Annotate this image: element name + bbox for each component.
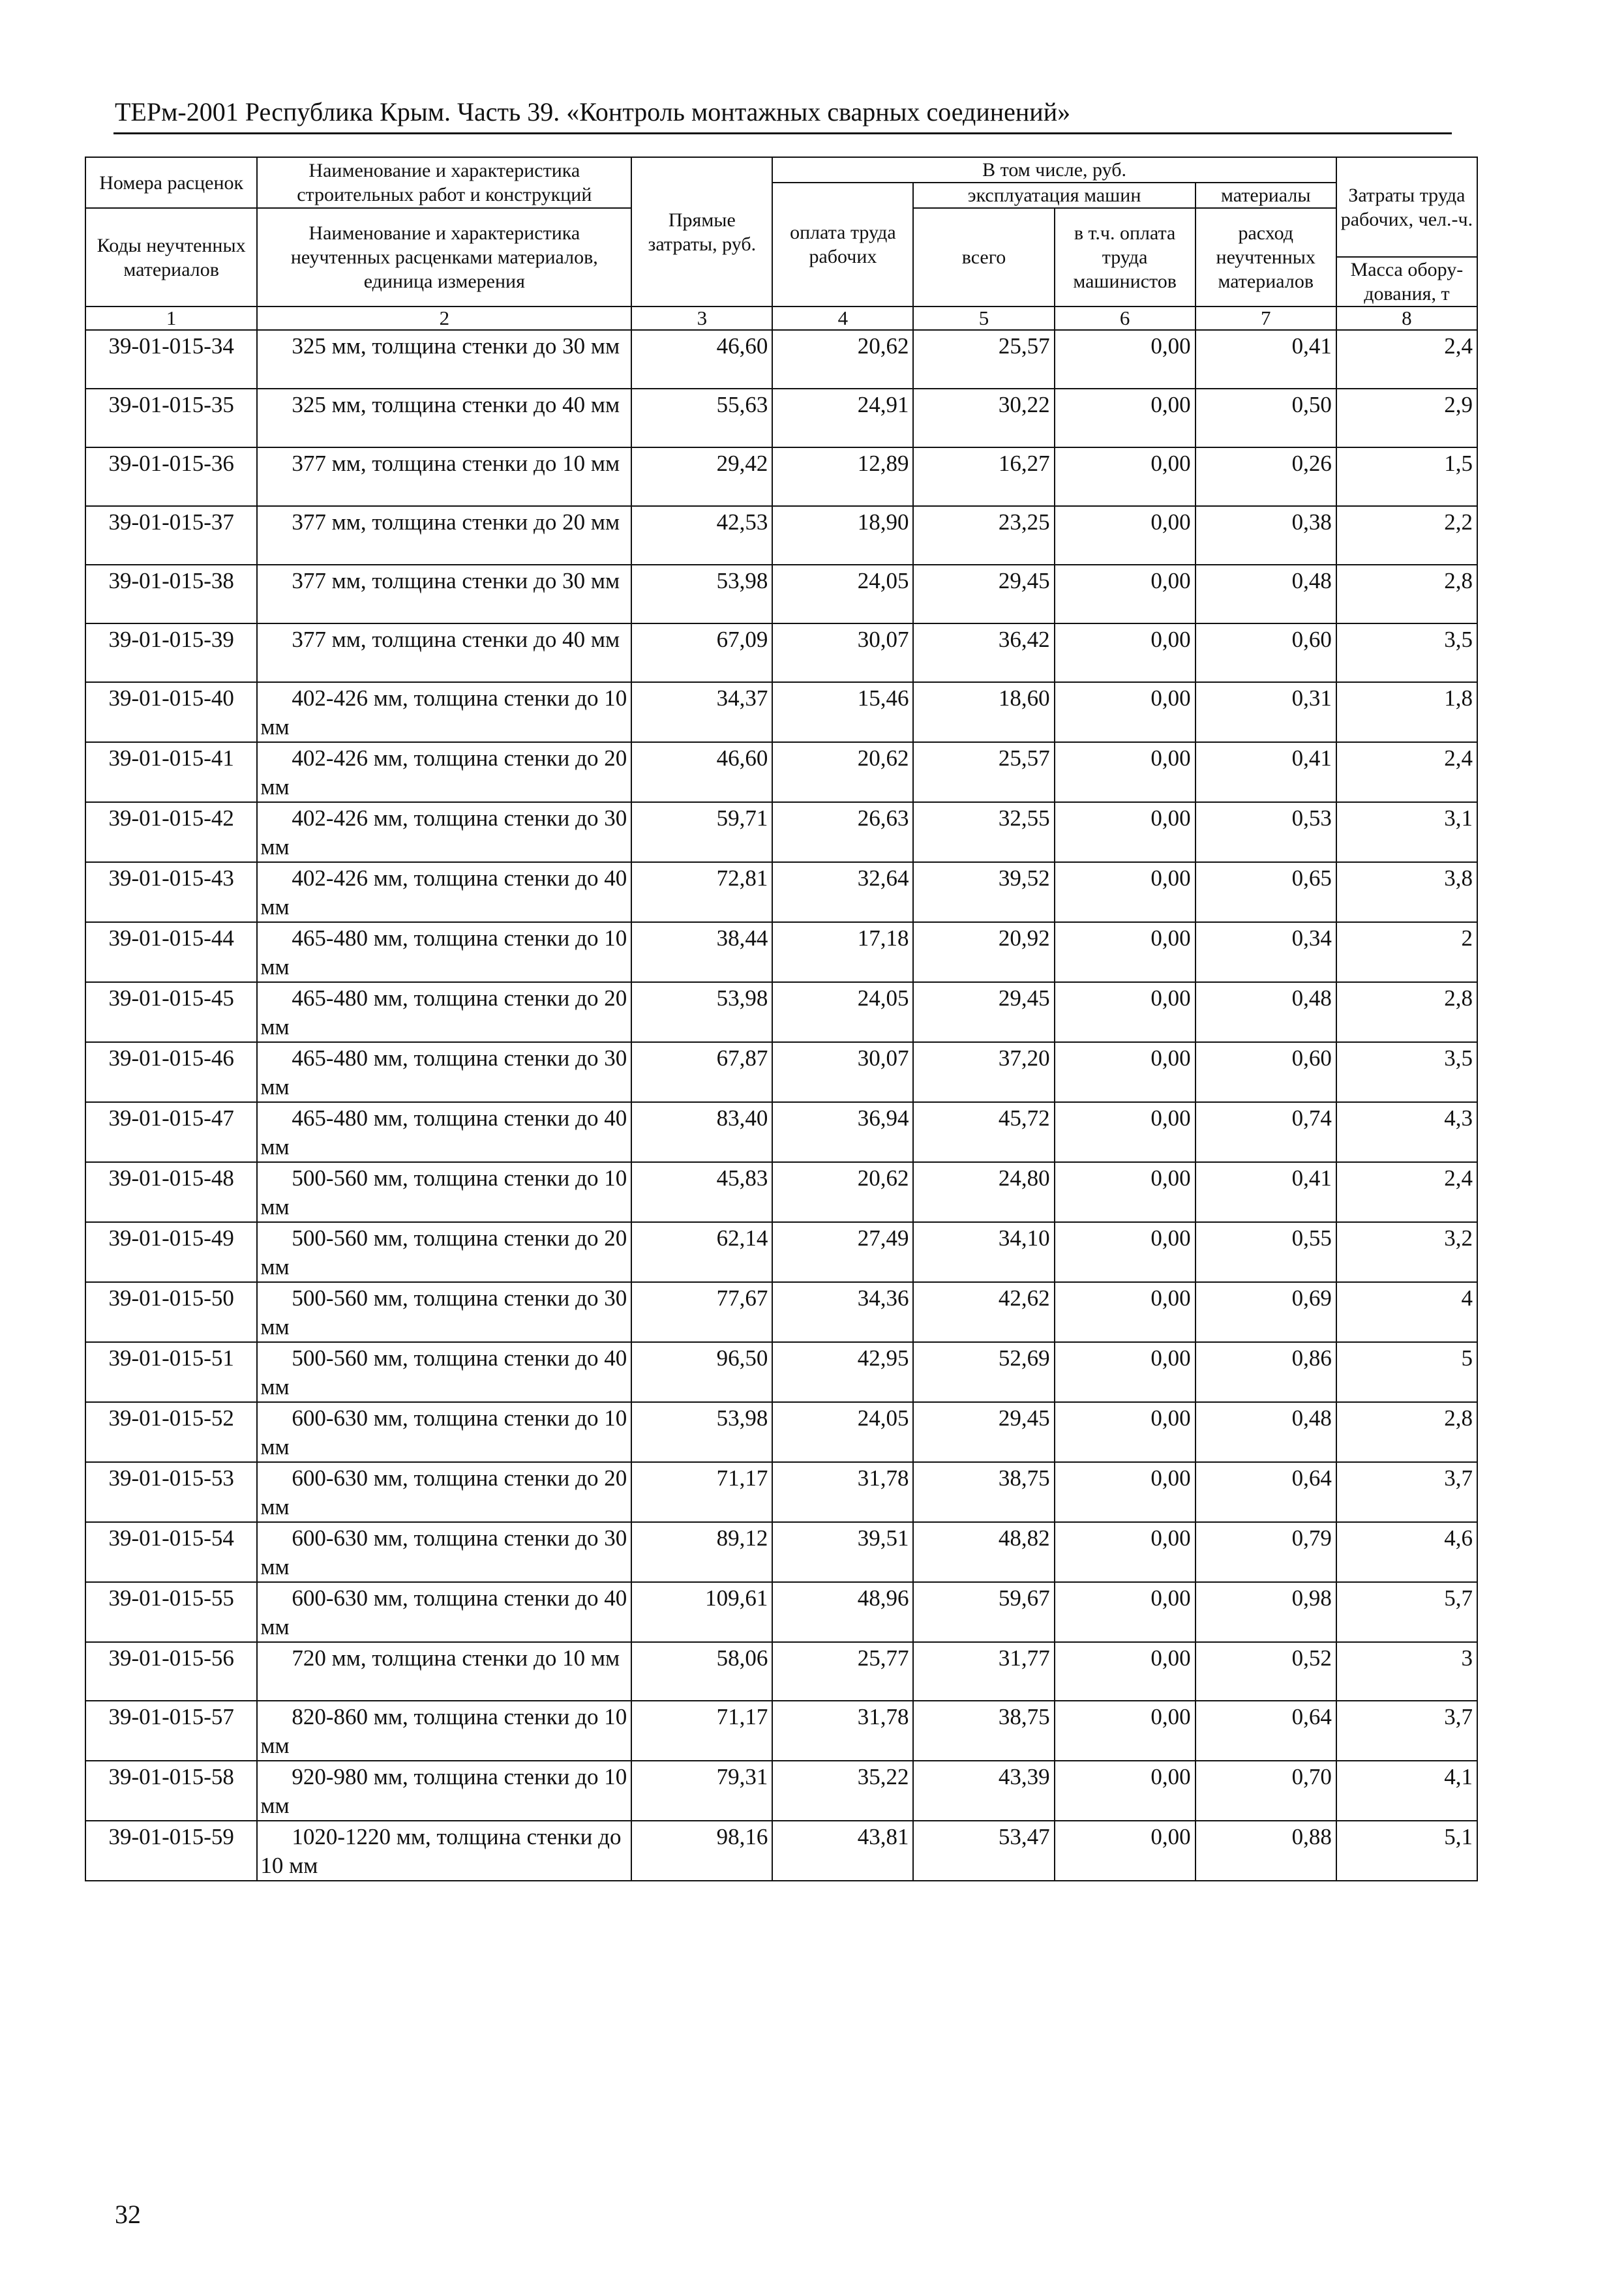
work-description: 377 мм, толщина стенки до 40 мм [257,623,631,682]
direct-costs: 46,60 [631,742,772,802]
workers-pay: 31,78 [772,1701,913,1761]
direct-costs: 72,81 [631,862,772,922]
operators-pay: 0,00 [1055,1761,1195,1821]
table-row [85,330,1477,389]
rate-code: 39-01-015-43 [85,862,257,922]
labor-hours: 4 [1336,1282,1477,1342]
work-description: 465-480 мм, толщина стенки до 10 мм [257,922,631,982]
header-rule [113,132,1452,134]
table-row [85,506,1477,565]
table-header [85,157,1477,330]
rate-code: 39-01-015-46 [85,1042,257,1102]
machine-costs: 24,80 [913,1162,1054,1222]
materials-cost: 0,41 [1195,330,1336,389]
header-including: В том числе, руб. [772,157,1336,183]
workers-pay: 25,77 [772,1642,913,1701]
materials-cost: 0,41 [1195,742,1336,802]
table-row [85,1102,1477,1162]
labor-hours: 3,7 [1336,1701,1477,1761]
workers-pay: 42,95 [772,1342,913,1402]
column-number: 3 [631,307,772,330]
machine-costs: 20,92 [913,922,1054,982]
machine-costs: 29,45 [913,1402,1054,1462]
table-row [85,1761,1477,1821]
rate-code: 39-01-015-49 [85,1222,257,1282]
work-description: 402-426 мм, толщина стенки до 30 мм [257,802,631,862]
materials-cost: 0,64 [1195,1462,1336,1522]
rate-code: 39-01-015-42 [85,802,257,862]
machine-costs: 34,10 [913,1222,1054,1282]
operators-pay: 0,00 [1055,1642,1195,1701]
operators-pay: 0,00 [1055,922,1195,982]
labor-hours: 2,4 [1336,742,1477,802]
labor-hours: 2,8 [1336,565,1477,623]
labor-hours: 4,1 [1336,1761,1477,1821]
work-description: 500-560 мм, толщина стенки до 10 мм [257,1162,631,1222]
workers-pay: 24,05 [772,1402,913,1462]
materials-cost: 0,98 [1195,1582,1336,1642]
labor-hours: 2,4 [1336,1162,1477,1222]
machine-costs: 32,55 [913,802,1054,862]
machine-costs: 39,52 [913,862,1054,922]
workers-pay: 15,46 [772,682,913,742]
direct-costs: 34,37 [631,682,772,742]
table-row [85,1582,1477,1642]
column-number: 4 [772,307,913,330]
materials-cost: 0,64 [1195,1701,1336,1761]
machine-costs: 25,57 [913,742,1054,802]
rate-code: 39-01-015-51 [85,1342,257,1402]
materials-cost: 0,48 [1195,565,1336,623]
operators-pay: 0,00 [1055,862,1195,922]
header-material-name: Наименование и характеристика неучтенных расценками материалов, единица измерения [257,208,631,307]
header-work-name: Наименование и характеристика строительных работ и конструкций [257,157,631,208]
rate-code: 39-01-015-48 [85,1162,257,1222]
labor-hours: 3 [1336,1642,1477,1701]
operators-pay: 0,00 [1055,506,1195,565]
materials-cost: 0,41 [1195,1162,1336,1222]
machine-costs: 25,57 [913,330,1054,389]
operators-pay: 0,00 [1055,802,1195,862]
table-row [85,1342,1477,1402]
work-description: 465-480 мм, толщина стенки до 40 мм [257,1102,631,1162]
materials-cost: 0,60 [1195,1042,1336,1102]
work-description: 500-560 мм, толщина стенки до 30 мм [257,1282,631,1342]
rate-code: 39-01-015-38 [85,565,257,623]
workers-pay: 12,89 [772,447,913,506]
machine-costs: 43,39 [913,1761,1054,1821]
labor-hours: 1,8 [1336,682,1477,742]
operators-pay: 0,00 [1055,1582,1195,1642]
operators-pay: 0,00 [1055,1701,1195,1761]
materials-cost: 0,86 [1195,1342,1336,1402]
labor-hours: 3,2 [1336,1222,1477,1282]
labor-hours: 2,8 [1336,1402,1477,1462]
rate-code: 39-01-015-53 [85,1462,257,1522]
workers-pay: 26,63 [772,802,913,862]
workers-pay: 24,05 [772,982,913,1042]
workers-pay: 35,22 [772,1761,913,1821]
operators-pay: 0,00 [1055,1522,1195,1582]
operators-pay: 0,00 [1055,1342,1195,1402]
labor-hours: 2,4 [1336,330,1477,389]
materials-cost: 0,53 [1195,802,1336,862]
workers-pay: 36,94 [772,1102,913,1162]
rate-code: 39-01-015-57 [85,1701,257,1761]
direct-costs: 89,12 [631,1522,772,1582]
machine-costs: 52,69 [913,1342,1054,1402]
materials-cost: 0,65 [1195,862,1336,922]
operators-pay: 0,00 [1055,389,1195,447]
machine-costs: 45,72 [913,1102,1054,1162]
labor-hours: 4,3 [1336,1102,1477,1162]
materials-cost: 0,79 [1195,1522,1336,1582]
direct-costs: 53,98 [631,982,772,1042]
operators-pay: 0,00 [1055,565,1195,623]
operators-pay: 0,00 [1055,682,1195,742]
rate-code: 39-01-015-34 [85,330,257,389]
machine-costs: 53,47 [913,1821,1054,1881]
table-row [85,565,1477,623]
machine-costs: 29,45 [913,565,1054,623]
work-description: 402-426 мм, толщина стенки до 40 мм [257,862,631,922]
workers-pay: 34,36 [772,1282,913,1342]
operators-pay: 0,00 [1055,1402,1195,1462]
direct-costs: 45,83 [631,1162,772,1222]
rate-code: 39-01-015-50 [85,1282,257,1342]
table-body [85,330,1477,1881]
rate-code: 39-01-015-45 [85,982,257,1042]
direct-costs: 62,14 [631,1222,772,1282]
work-description: 402-426 мм, толщина стенки до 20 мм [257,742,631,802]
header-machine-operation: эксплуатация машин [913,183,1195,208]
materials-cost: 0,69 [1195,1282,1336,1342]
work-description: 325 мм, толщина стенки до 40 мм [257,389,631,447]
work-description: 600-630 мм, толщина стенки до 30 мм [257,1522,631,1582]
machine-costs: 16,27 [913,447,1054,506]
machine-costs: 59,67 [913,1582,1054,1642]
table-row [85,447,1477,506]
labor-hours: 3,7 [1336,1462,1477,1522]
header-unaccounted-consumption: расход неучтенных материалов [1195,208,1336,307]
table-row [85,623,1477,682]
work-description: 377 мм, толщина стенки до 30 мм [257,565,631,623]
header-rate-numbers: Номера расценок [85,157,257,208]
column-number: 1 [85,307,257,330]
labor-hours: 5,7 [1336,1582,1477,1642]
direct-costs: 109,61 [631,1582,772,1642]
rate-code: 39-01-015-47 [85,1102,257,1162]
operators-pay: 0,00 [1055,447,1195,506]
direct-costs: 53,98 [631,1402,772,1462]
rate-code: 39-01-015-44 [85,922,257,982]
operators-pay: 0,00 [1055,1162,1195,1222]
direct-costs: 71,17 [631,1701,772,1761]
machine-costs: 48,82 [913,1522,1054,1582]
labor-hours: 5,1 [1336,1821,1477,1881]
rate-code: 39-01-015-37 [85,506,257,565]
table-row [85,1282,1477,1342]
table-row [85,389,1477,447]
work-description: 465-480 мм, толщина стенки до 30 мм [257,1042,631,1102]
direct-costs: 77,67 [631,1282,772,1342]
rate-code: 39-01-015-40 [85,682,257,742]
direct-costs: 29,42 [631,447,772,506]
direct-costs: 55,63 [631,389,772,447]
materials-cost: 0,34 [1195,922,1336,982]
workers-pay: 27,49 [772,1222,913,1282]
table-row [85,1042,1477,1102]
header-machine-total: всего [913,208,1054,307]
workers-pay: 17,18 [772,922,913,982]
operators-pay: 0,00 [1055,1462,1195,1522]
machine-costs: 18,60 [913,682,1054,742]
table-row [85,1701,1477,1761]
work-description: 820-860 мм, толщина стенки до 10 мм [257,1701,631,1761]
work-description: 1020-1220 мм, толщина стенки до 10 мм [257,1821,631,1881]
workers-pay: 20,62 [772,742,913,802]
work-description: 402-426 мм, толщина стенки до 10 мм [257,682,631,742]
work-description: 720 мм, толщина стенки до 10 мм [257,1642,631,1701]
direct-costs: 83,40 [631,1102,772,1162]
column-number: 8 [1336,307,1477,330]
workers-pay: 18,90 [772,506,913,565]
machine-costs: 30,22 [913,389,1054,447]
workers-pay: 32,64 [772,862,913,922]
workers-pay: 24,91 [772,389,913,447]
column-number: 5 [913,307,1054,330]
direct-costs: 59,71 [631,802,772,862]
materials-cost: 0,70 [1195,1761,1336,1821]
header-material-codes: Коды неучтенных материалов [85,208,257,307]
direct-costs: 58,06 [631,1642,772,1701]
workers-pay: 48,96 [772,1582,913,1642]
table-row [85,862,1477,922]
page-header: ТЕРм-2001 Республика Крым. Часть 39. «Контроль монтажных сварных соединений» [115,97,1071,127]
materials-cost: 0,50 [1195,389,1336,447]
rate-code: 39-01-015-36 [85,447,257,506]
machine-costs: 38,75 [913,1462,1054,1522]
labor-hours: 3,8 [1336,862,1477,922]
workers-pay: 31,78 [772,1462,913,1522]
machine-costs: 37,20 [913,1042,1054,1102]
machine-costs: 42,62 [913,1282,1054,1342]
work-description: 500-560 мм, толщина стенки до 40 мм [257,1342,631,1402]
labor-hours: 3,5 [1336,623,1477,682]
labor-hours: 2,2 [1336,506,1477,565]
materials-cost: 0,88 [1195,1821,1336,1881]
rate-code: 39-01-015-58 [85,1761,257,1821]
labor-hours: 2,9 [1336,389,1477,447]
workers-pay: 24,05 [772,565,913,623]
table-row [85,1642,1477,1701]
work-description: 600-630 мм, толщина стенки до 20 мм [257,1462,631,1522]
table-row [85,982,1477,1042]
materials-cost: 0,48 [1195,1402,1336,1462]
header-operators-pay: в т.ч. оплата труда машинистов [1055,208,1195,307]
column-number: 2 [257,307,631,330]
column-number: 7 [1195,307,1336,330]
workers-pay: 20,62 [772,1162,913,1222]
direct-costs: 67,09 [631,623,772,682]
materials-cost: 0,26 [1195,447,1336,506]
header-equipment-mass: Масса обору-дования, т [1336,257,1477,307]
direct-costs: 71,17 [631,1462,772,1522]
work-description: 377 мм, толщина стенки до 10 мм [257,447,631,506]
direct-costs: 42,53 [631,506,772,565]
materials-cost: 0,48 [1195,982,1336,1042]
direct-costs: 53,98 [631,565,772,623]
machine-costs: 23,25 [913,506,1054,565]
labor-hours: 4,6 [1336,1522,1477,1582]
direct-costs: 79,31 [631,1761,772,1821]
operators-pay: 0,00 [1055,982,1195,1042]
operators-pay: 0,00 [1055,1102,1195,1162]
table-row [85,742,1477,802]
direct-costs: 67,87 [631,1042,772,1102]
rate-code: 39-01-015-35 [85,389,257,447]
header-direct-costs: Прямые затраты, руб. [631,157,772,307]
header-workers-pay: оплата труда рабочих [772,183,913,307]
direct-costs: 98,16 [631,1821,772,1881]
table-row [85,1522,1477,1582]
operators-pay: 0,00 [1055,1222,1195,1282]
work-description: 465-480 мм, толщина стенки до 20 мм [257,982,631,1042]
rate-code: 39-01-015-54 [85,1522,257,1582]
direct-costs: 38,44 [631,922,772,982]
workers-pay: 39,51 [772,1522,913,1582]
rate-code: 39-01-015-56 [85,1642,257,1701]
workers-pay: 43,81 [772,1821,913,1881]
header-materials: материалы [1195,183,1336,208]
labor-hours: 2,8 [1336,982,1477,1042]
rate-code: 39-01-015-52 [85,1402,257,1462]
table-row [85,802,1477,862]
direct-costs: 96,50 [631,1342,772,1402]
machine-costs: 38,75 [913,1701,1054,1761]
workers-pay: 20,62 [772,330,913,389]
labor-hours: 2 [1336,922,1477,982]
operators-pay: 0,00 [1055,1821,1195,1881]
direct-costs: 46,60 [631,330,772,389]
workers-pay: 30,07 [772,1042,913,1102]
table-row [85,1162,1477,1222]
machine-costs: 36,42 [913,623,1054,682]
operators-pay: 0,00 [1055,1282,1195,1342]
work-description: 600-630 мм, толщина стенки до 40 мм [257,1582,631,1642]
header-labor-costs: Затраты труда рабочих, чел.-ч. [1336,157,1477,257]
work-description: 600-630 мм, толщина стенки до 10 мм [257,1402,631,1462]
labor-hours: 3,5 [1336,1042,1477,1102]
rate-code: 39-01-015-39 [85,623,257,682]
work-description: 377 мм, толщина стенки до 20 мм [257,506,631,565]
page-number: 32 [115,2200,141,2229]
table-row [85,1462,1477,1522]
work-description: 325 мм, толщина стенки до 30 мм [257,330,631,389]
table-row [85,922,1477,982]
materials-cost: 0,74 [1195,1102,1336,1162]
rates-table [85,157,1478,1881]
materials-cost: 0,31 [1195,682,1336,742]
machine-costs: 29,45 [913,982,1054,1042]
table-row [85,1402,1477,1462]
work-description: 500-560 мм, толщина стенки до 20 мм [257,1222,631,1282]
operators-pay: 0,00 [1055,742,1195,802]
rate-code: 39-01-015-59 [85,1821,257,1881]
table-row [85,682,1477,742]
materials-cost: 0,38 [1195,506,1336,565]
workers-pay: 30,07 [772,623,913,682]
labor-hours: 5 [1336,1342,1477,1402]
rate-code: 39-01-015-41 [85,742,257,802]
column-number: 6 [1055,307,1195,330]
work-description: 920-980 мм, толщина стенки до 10 мм [257,1761,631,1821]
materials-cost: 0,55 [1195,1222,1336,1282]
table-row [85,1222,1477,1282]
rate-code: 39-01-015-55 [85,1582,257,1642]
materials-cost: 0,52 [1195,1642,1336,1701]
operators-pay: 0,00 [1055,1042,1195,1102]
machine-costs: 31,77 [913,1642,1054,1701]
operators-pay: 0,00 [1055,330,1195,389]
materials-cost: 0,60 [1195,623,1336,682]
labor-hours: 1,5 [1336,447,1477,506]
labor-hours: 3,1 [1336,802,1477,862]
operators-pay: 0,00 [1055,623,1195,682]
table-row [85,1821,1477,1881]
